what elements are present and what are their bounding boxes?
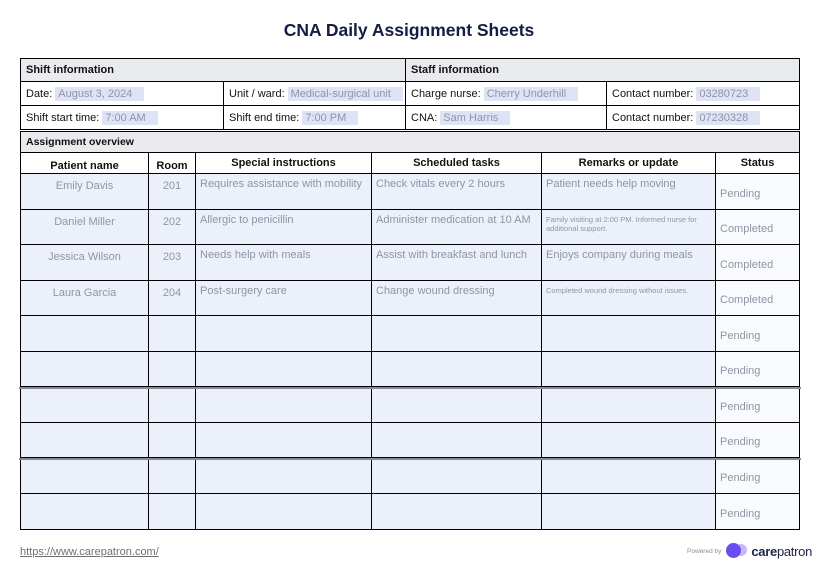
remarks-cell[interactable]: [541, 316, 715, 351]
table-row: [21, 281, 799, 317]
special-instructions-cell[interactable]: [195, 494, 371, 530]
scheduled-tasks-cell[interactable]: Change wound dressing: [371, 281, 541, 316]
powered-by-label: Powered by: [687, 547, 722, 555]
table-row: [21, 387, 799, 423]
status-cell[interactable]: Pending: [715, 494, 799, 530]
patient-name-cell[interactable]: [21, 423, 148, 458]
scheduled-tasks-cell[interactable]: [371, 352, 541, 387]
scheduled-tasks-cell[interactable]: [371, 387, 541, 422]
info-header-row: [21, 59, 799, 81]
status-cell[interactable]: Pending: [715, 387, 799, 422]
status-cell[interactable]: Pending: [715, 458, 799, 493]
room-cell[interactable]: [148, 458, 195, 493]
patient-name-cell[interactable]: Laura Garcia: [21, 281, 148, 316]
remarks-cell[interactable]: [541, 387, 715, 422]
info-row-2: [21, 105, 799, 129]
charge-nurse-label: Charge nurse:: [411, 87, 481, 100]
status-cell[interactable]: Pending: [715, 174, 799, 209]
shift-information-header: Shift information: [21, 59, 405, 81]
remarks-cell[interactable]: Patient needs help moving: [541, 174, 715, 209]
table-row: [21, 245, 799, 281]
remarks-cell[interactable]: [541, 458, 715, 493]
special-instructions-cell[interactable]: Needs help with meals: [195, 245, 371, 280]
room-cell[interactable]: [148, 494, 195, 530]
info-row-1: [21, 81, 799, 105]
shift-end-label: Shift end time:: [229, 111, 300, 124]
cna-field: [405, 106, 606, 129]
remarks-cell[interactable]: [541, 494, 715, 530]
patient-name-cell[interactable]: [21, 352, 148, 387]
status-cell[interactable]: Pending: [715, 423, 799, 458]
assignment-table-body: [21, 174, 799, 529]
scheduled-tasks-cell[interactable]: [371, 316, 541, 351]
remarks-cell[interactable]: Family visiting at 2:00 PM. Informed nurse for additional support.: [541, 210, 715, 245]
wordmark-patron: patron: [776, 543, 812, 559]
table-row: [21, 458, 799, 494]
status-cell[interactable]: Completed: [715, 245, 799, 280]
shift-end-field: [223, 106, 405, 129]
column-header-patient-name: Patient name: [50, 160, 119, 172]
status-cell[interactable]: Completed: [715, 281, 799, 316]
remarks-cell[interactable]: [541, 423, 715, 458]
cna-contact-value[interactable]: 07230328: [696, 111, 760, 125]
scheduled-tasks-cell[interactable]: Assist with breakfast and lunch: [371, 245, 541, 280]
room-cell[interactable]: [148, 423, 195, 458]
column-header-remarks: Remarks or update: [541, 153, 715, 173]
patient-name-cell[interactable]: Jessica Wilson: [21, 245, 148, 280]
wordmark-care: care: [751, 543, 777, 559]
table-row: [21, 316, 799, 352]
charge-contact-value[interactable]: 03280723: [696, 87, 760, 101]
carepatron-logo-icon: [726, 543, 748, 559]
column-header-status: Status: [715, 153, 799, 173]
unit-ward-value[interactable]: Medical-surgical unit: [288, 87, 403, 101]
special-instructions-cell[interactable]: [195, 458, 371, 493]
status-cell[interactable]: Completed: [715, 210, 799, 245]
carepatron-link[interactable]: https://www.carepatron.com/: [20, 546, 159, 558]
charge-nurse-value[interactable]: Cherry Underhill: [484, 87, 578, 101]
charge-contact-label: Contact number:: [612, 87, 694, 100]
shift-end-value[interactable]: 7:00 PM: [302, 111, 358, 125]
room-cell[interactable]: [148, 316, 195, 351]
special-instructions-cell[interactable]: Requires assistance with mobility: [195, 174, 371, 209]
special-instructions-cell[interactable]: [195, 352, 371, 387]
remarks-cell[interactable]: [541, 352, 715, 387]
assignment-overview-header: Assignment overview: [21, 132, 799, 153]
date-label: Date:: [26, 87, 53, 100]
charge-nurse-field: [405, 82, 606, 105]
page-break-line-1: [19, 387, 801, 389]
room-cell[interactable]: [148, 387, 195, 422]
assignment-overview-table: [20, 131, 800, 530]
table-row: [21, 494, 799, 530]
scheduled-tasks-cell[interactable]: [371, 458, 541, 493]
table-row: [21, 210, 799, 246]
patient-name-cell[interactable]: Daniel Miller: [21, 210, 148, 245]
cna-value[interactable]: Sam Harris: [440, 111, 510, 125]
charge-contact-field: [606, 82, 799, 105]
room-cell[interactable]: [148, 352, 195, 387]
scheduled-tasks-cell[interactable]: Check vitals every 2 hours: [371, 174, 541, 209]
patient-name-cell[interactable]: [21, 387, 148, 422]
unit-ward-label: Unit / ward:: [229, 87, 285, 100]
room-cell[interactable]: 203: [148, 245, 195, 280]
staff-information-header: Staff information: [405, 59, 799, 81]
patient-name-cell[interactable]: [21, 458, 148, 493]
scheduled-tasks-cell[interactable]: Administer medication at 10 AM: [371, 210, 541, 245]
carepatron-brand: [687, 543, 812, 559]
room-cell[interactable]: 202: [148, 210, 195, 245]
remarks-cell[interactable]: Completed wound dressing without issues.: [541, 281, 715, 316]
unit-ward-field: [223, 82, 405, 105]
patient-name-cell[interactable]: Emily Davis: [21, 174, 148, 209]
page-break-line-2: [19, 458, 801, 460]
column-header-scheduled-tasks: Scheduled tasks: [371, 153, 541, 173]
remarks-cell[interactable]: Enjoys company during meals: [541, 245, 715, 280]
column-header-special-instructions: Special instructions: [195, 153, 371, 173]
status-cell[interactable]: Pending: [715, 352, 799, 387]
carepatron-wordmark: [751, 544, 812, 559]
shift-staff-info-table: [20, 58, 800, 130]
table-row: [21, 174, 799, 210]
patient-name-cell[interactable]: [21, 494, 148, 530]
page-title: CNA Daily Assignment Sheets: [283, 20, 535, 40]
assignment-column-header-row: [21, 153, 799, 174]
shift-start-value[interactable]: 7:00 AM: [102, 111, 157, 125]
room-cell[interactable]: 201: [148, 174, 195, 209]
patient-name-cell[interactable]: [21, 316, 148, 351]
special-instructions-cell[interactable]: [195, 387, 371, 422]
special-instructions-cell[interactable]: Allergic to penicillin: [195, 210, 371, 245]
room-cell[interactable]: 204: [148, 281, 195, 316]
column-header-room: Room: [148, 153, 195, 173]
shift-start-label: Shift start time:: [26, 111, 100, 124]
special-instructions-cell[interactable]: [195, 316, 371, 351]
cna-contact-label: Contact number:: [612, 111, 694, 124]
shift-start-field: [21, 106, 223, 129]
status-cell[interactable]: Pending: [715, 316, 799, 351]
scheduled-tasks-cell[interactable]: [371, 494, 541, 530]
cna-contact-field: [606, 106, 799, 129]
cna-label: CNA:: [411, 111, 438, 124]
special-instructions-cell[interactable]: Post-surgery care: [195, 281, 371, 316]
special-instructions-cell[interactable]: [195, 423, 371, 458]
date-value[interactable]: August 3, 2024: [55, 87, 144, 101]
table-row: [21, 352, 799, 388]
date-field: [21, 82, 223, 105]
table-row: [21, 423, 799, 459]
scheduled-tasks-cell[interactable]: [371, 423, 541, 458]
